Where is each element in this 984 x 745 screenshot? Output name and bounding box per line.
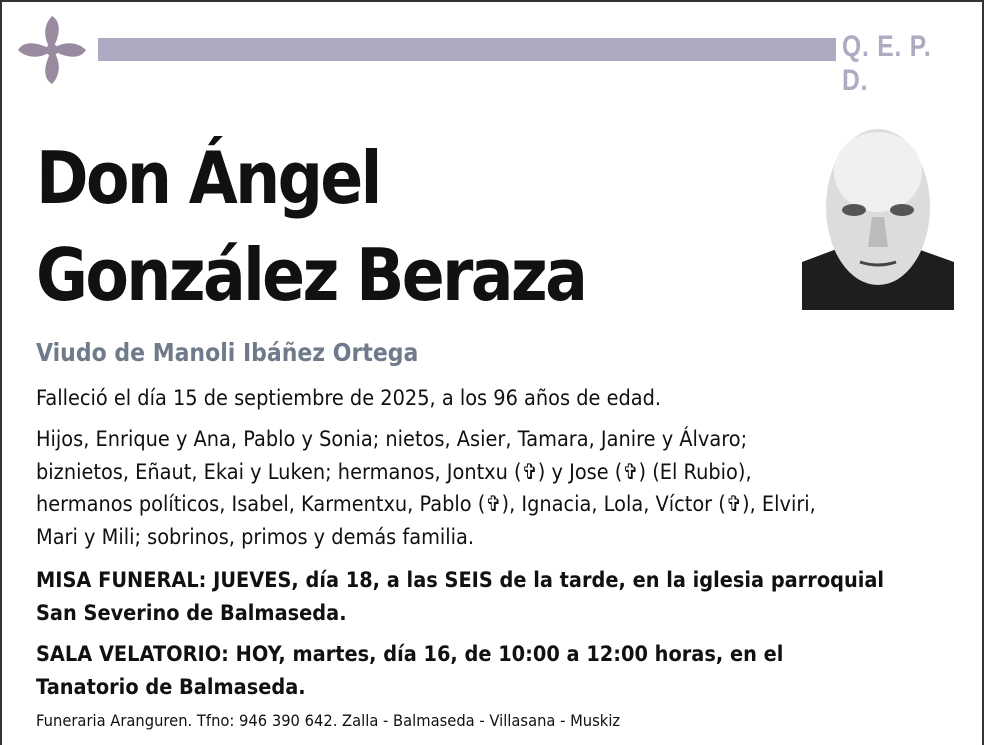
qepd-badge: Q. E. P. D. bbox=[842, 30, 932, 97]
wake-line: SALA VELATORIO: HOY, martes, día 16, de 10:00 a 12:00 horas, en el bbox=[36, 642, 784, 667]
family-line: Hijos, Enrique y Ana, Pablo y Sonia; nietos, Asier, Tamara, Janire y Álvaro; bbox=[36, 427, 748, 452]
wake-paragraph bbox=[36, 639, 783, 704]
funeral-line: San Severino de Balmaseda. bbox=[36, 600, 347, 626]
funeral-line: MISA FUNERAL: JUEVES, día 18, a las SEIS de la tarde, en la iglesia parroquial bbox=[36, 568, 885, 593]
funeral-paragraph bbox=[36, 565, 884, 630]
lauburu-icon bbox=[14, 12, 90, 88]
name-line-1: Don Ángel bbox=[36, 136, 380, 220]
portrait-photo bbox=[802, 112, 954, 310]
name-line-2: González Beraza bbox=[36, 233, 586, 317]
family-line: biznietos, Eñaut, Ekai y Luken; hermanos, Jontxu (✞) y Jose (✞) (El Rubio), bbox=[36, 459, 752, 485]
family-paragraph bbox=[36, 424, 816, 554]
funeral-home-footer: Funeraria Aranguren. Tfno: 946 390 642. Zalla - Balmaseda - Villasana - Muskiz bbox=[36, 711, 621, 730]
header-bar bbox=[98, 38, 836, 61]
family-line: hermanos políticos, Isabel, Karmentxu, Pablo (✞), Ignacia, Lola, Víctor (✞), Elviri, bbox=[36, 492, 816, 517]
family-line: Mari y Mili; sobrinos, primos y demás familia. bbox=[36, 524, 475, 550]
death-line: Falleció el día 15 de septiembre de 2025, a los 96 años de edad. bbox=[36, 386, 662, 411]
deceased-name bbox=[36, 130, 585, 324]
wake-line: Tanatorio de Balmaseda. bbox=[36, 674, 306, 700]
widower-line: Viudo de Manoli Ibáñez Ortega bbox=[36, 338, 419, 367]
